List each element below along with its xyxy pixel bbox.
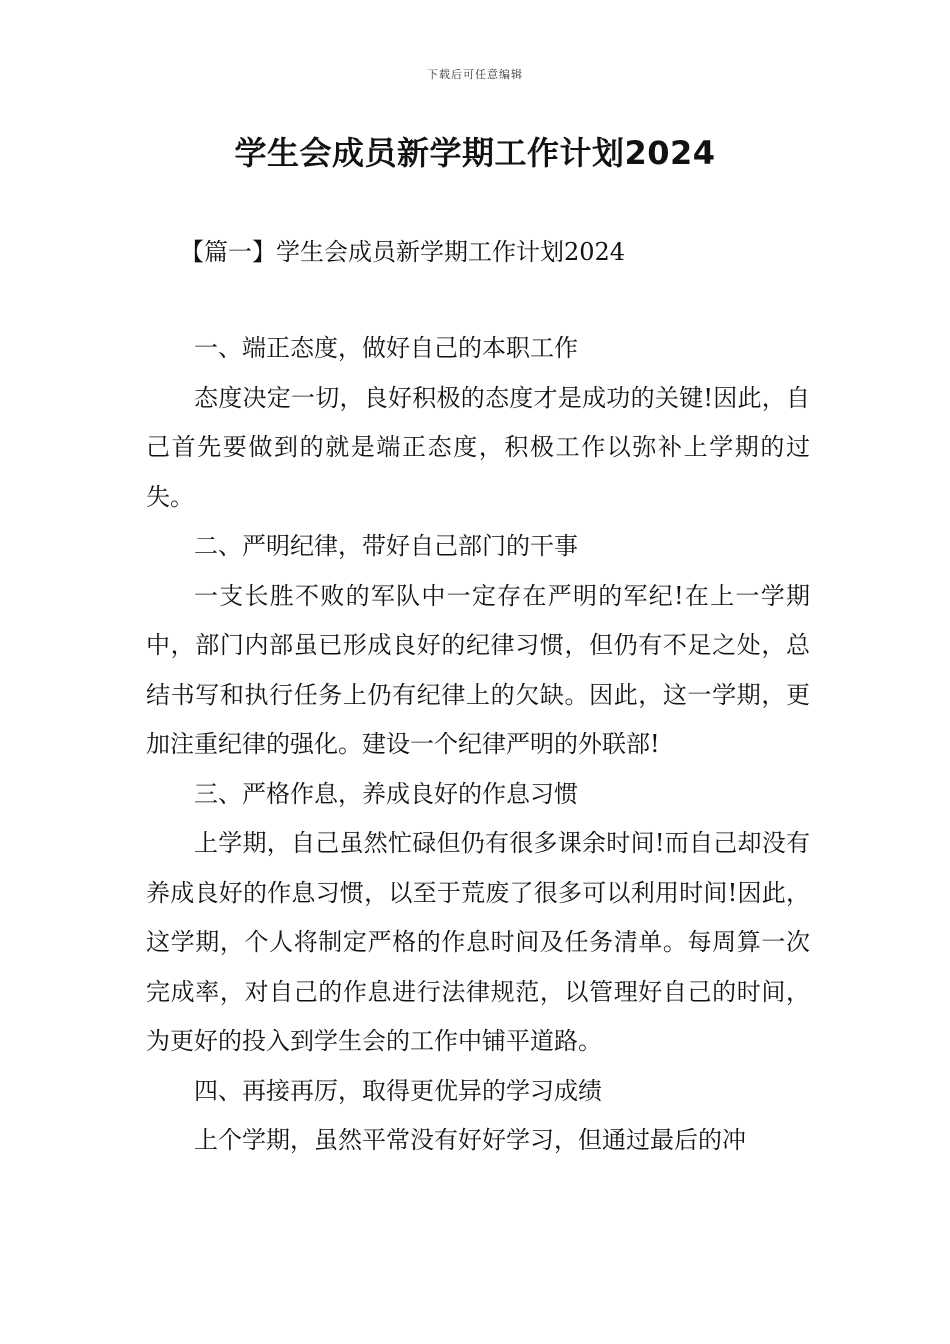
subheading-3: 三、严格作息，养成良好的作息习惯: [194, 779, 578, 808]
document-title: 学生会成员新学期工作计划2024: [234, 134, 716, 172]
paragraph-2: 一支长胜不败的军队中一定存在严明的军纪!在上一学期中，部门内部虽已形成良好的纪律习惯，但仍有不足之处，总结书写和执行任务上仍有纪律上的欠缺。因此，这一学期，更加注重纪律的强化。建设一个纪律严明的外联部!: [146, 581, 810, 758]
paragraph-4: 上个学期，虽然平常没有好好学习，但通过最后的冲: [194, 1126, 746, 1154]
section-heading: 【篇一】学生会成员新学期工作计划2024: [180, 238, 626, 266]
document-body: [146, 324, 810, 1166]
paragraph-1: 态度决定一切，良好积极的态度才是成功的关键!因此，自己首先要做到的就是端正态度，积极工作以弥补上学期的过失。: [146, 383, 810, 511]
header-note: 下载后可任意编辑: [427, 68, 523, 81]
subheading-1: 一、端正态度，做好自己的本职工作: [194, 334, 578, 362]
subheading-2: 二、严明纪律，带好自己部门的干事: [194, 532, 578, 560]
paragraph-3: 上学期，自己虽然忙碌但仍有很多课余时间!而自己却没有养成良好的作息习惯，以至于荒废了很多可以利用时间!因此，这学期，个人将制定严格的作息时间及任务清单。每周算一次完成率，对自己的作息进行法律规范，以管理好自己的时间，为更好的投入到学生会的工作中铺平道路。: [146, 829, 810, 1055]
subheading-4: 四、再接再厉，取得更优异的学习成绩: [194, 1076, 602, 1105]
